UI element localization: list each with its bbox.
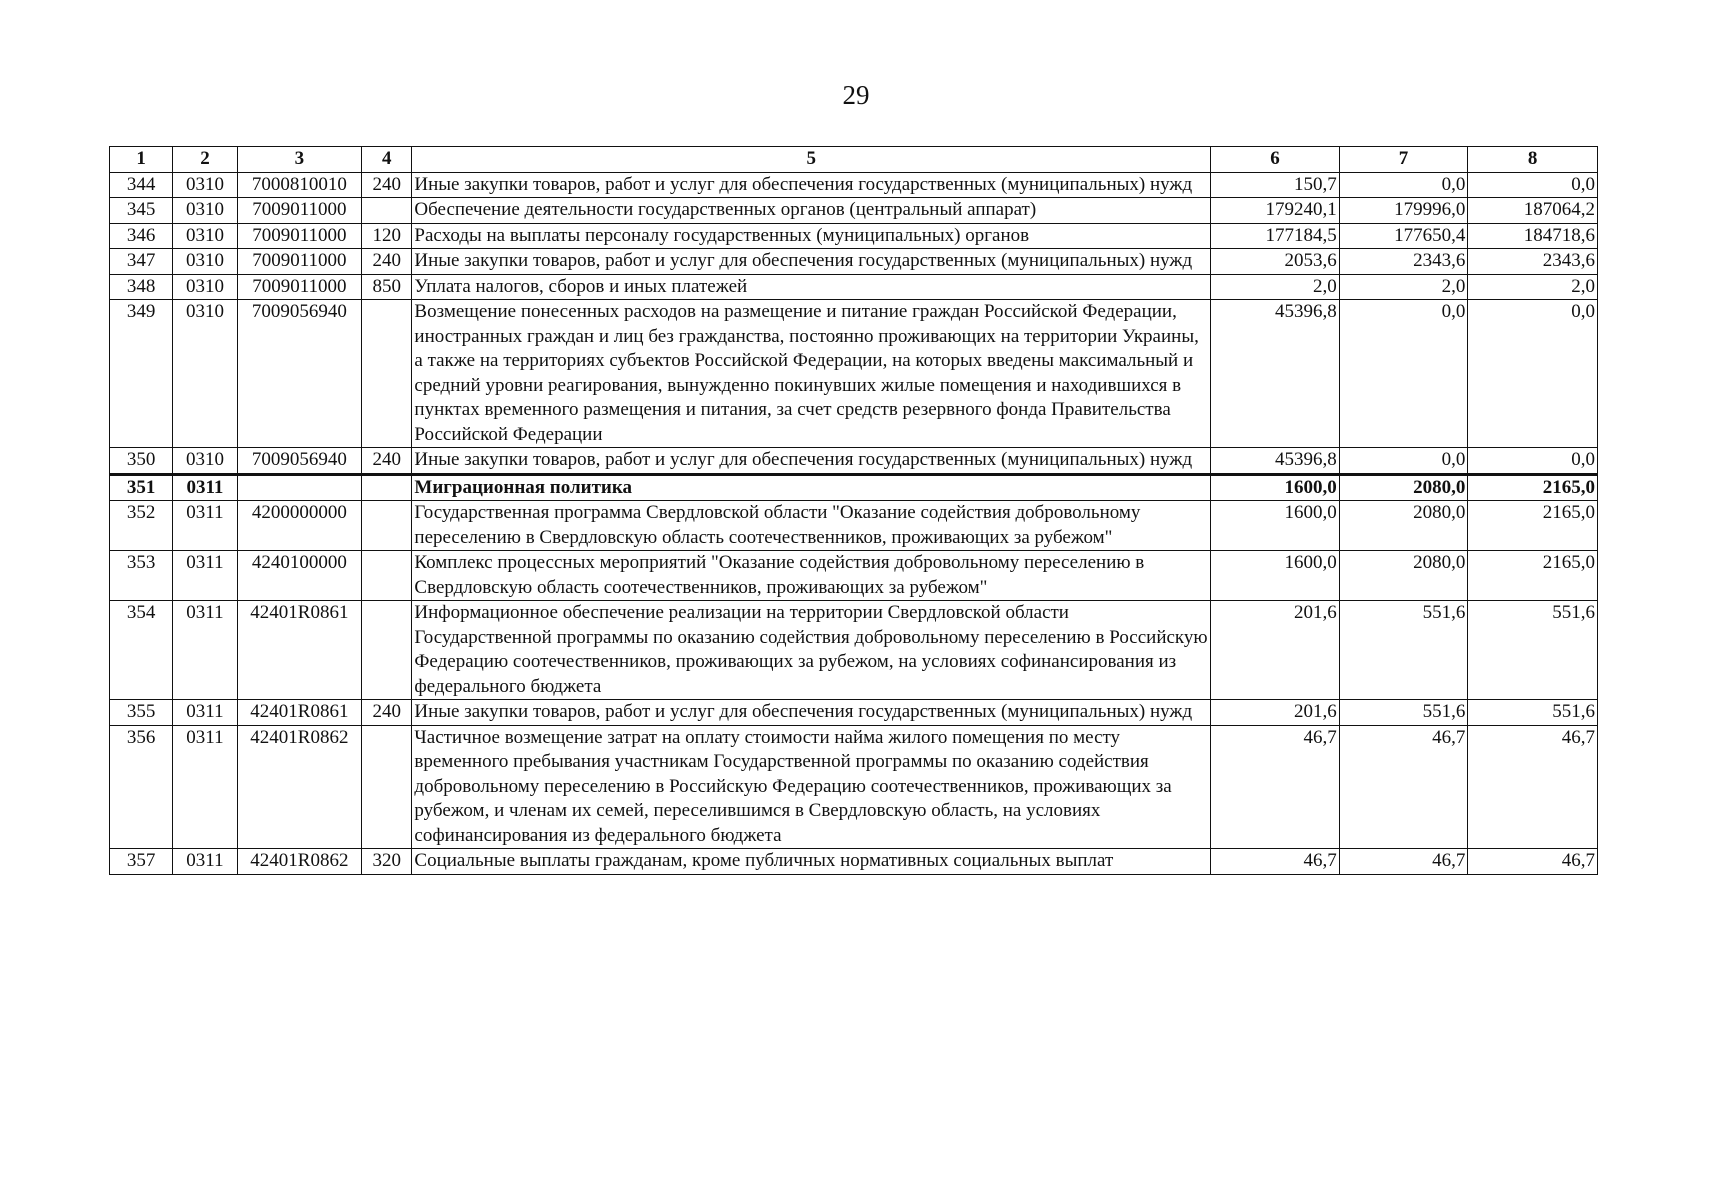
amount-year1-cell: 201,6 bbox=[1211, 601, 1340, 700]
section-code-cell: 0310 bbox=[173, 172, 237, 198]
amount-year2-cell: 551,6 bbox=[1339, 601, 1468, 700]
amount-year3-cell: 46,7 bbox=[1468, 725, 1598, 849]
row-number-cell: 356 bbox=[110, 725, 173, 849]
amount-year3-cell: 2343,6 bbox=[1468, 249, 1598, 275]
header-cell: 6 bbox=[1211, 147, 1340, 173]
expense-type-cell: 240 bbox=[362, 249, 412, 275]
amount-year3-cell: 2165,0 bbox=[1468, 474, 1598, 501]
description-cell: Информационное обеспечение реализации на территории Свердловской области Государственной программы по оказанию содействия добровольному переселению в Российскую Федерацию соотечественников, проживающих за рубежом, на условиях софинансирования из федерального бюджета bbox=[412, 601, 1211, 700]
amount-year3-cell: 46,7 bbox=[1468, 849, 1598, 875]
row-number-cell: 354 bbox=[110, 601, 173, 700]
amount-year3-cell: 187064,2 bbox=[1468, 198, 1598, 224]
description-cell: Иные закупки товаров, работ и услуг для обеспечения государственных (муниципальных) нужд bbox=[412, 700, 1211, 726]
table-row bbox=[110, 249, 1598, 275]
target-article-cell: 42401R0862 bbox=[237, 849, 362, 875]
amount-year2-cell: 2343,6 bbox=[1339, 249, 1468, 275]
amount-year1-cell: 45396,8 bbox=[1211, 300, 1340, 448]
target-article-cell: 7000810010 bbox=[237, 172, 362, 198]
table-row bbox=[110, 172, 1598, 198]
section-code-cell: 0311 bbox=[173, 601, 237, 700]
description-cell: Иные закупки товаров, работ и услуг для обеспечения государственных (муниципальных) нужд bbox=[412, 448, 1211, 475]
section-code-cell: 0310 bbox=[173, 274, 237, 300]
row-number-cell: 344 bbox=[110, 172, 173, 198]
row-number-cell: 352 bbox=[110, 501, 173, 551]
amount-year1-cell: 1600,0 bbox=[1211, 551, 1340, 601]
row-number-cell: 355 bbox=[110, 700, 173, 726]
amount-year1-cell: 2,0 bbox=[1211, 274, 1340, 300]
description-cell: Иные закупки товаров, работ и услуг для обеспечения государственных (муниципальных) нужд bbox=[412, 172, 1211, 198]
section-code-cell: 0310 bbox=[173, 198, 237, 224]
section-code-cell: 0310 bbox=[173, 300, 237, 448]
target-article-cell: 42401R0861 bbox=[237, 700, 362, 726]
table-row bbox=[110, 198, 1598, 224]
amount-year2-cell: 46,7 bbox=[1339, 725, 1468, 849]
amount-year3-cell: 0,0 bbox=[1468, 172, 1598, 198]
section-code-cell: 0310 bbox=[173, 249, 237, 275]
amount-year2-cell: 46,7 bbox=[1339, 849, 1468, 875]
description-cell: Государственная программа Свердловской области "Оказание содействия добровольному переселению в Свердловскую область соотечественников, проживающих за рубежом" bbox=[412, 501, 1211, 551]
target-article-cell: 42401R0862 bbox=[237, 725, 362, 849]
table-row bbox=[110, 274, 1598, 300]
section-code-cell: 0311 bbox=[173, 551, 237, 601]
amount-year2-cell: 2080,0 bbox=[1339, 551, 1468, 601]
row-number-cell: 349 bbox=[110, 300, 173, 448]
expense-type-cell bbox=[362, 725, 412, 849]
table-row bbox=[110, 223, 1598, 249]
amount-year2-cell: 551,6 bbox=[1339, 700, 1468, 726]
amount-year2-cell: 2080,0 bbox=[1339, 474, 1468, 501]
section-code-cell: 0311 bbox=[173, 501, 237, 551]
amount-year3-cell: 2165,0 bbox=[1468, 551, 1598, 601]
row-number-cell: 350 bbox=[110, 448, 173, 475]
description-cell: Возмещение понесенных расходов на размещение и питание граждан Российской Федерации, иностранных граждан и лиц без гражданства, постоянно проживающих на территории Украины, а также на территориях субъектов Российской Федерации, на которых введены максимальный и средний уровни реагирования, вынужденно покинувших жилые помещения и находившихся в пунктах временного размещения и питания, за счет средств резервного фонда Правительства Российской Федерации bbox=[412, 300, 1211, 448]
description-cell: Миграционная политика bbox=[412, 474, 1211, 501]
expense-type-cell: 320 bbox=[362, 849, 412, 875]
amount-year3-cell: 551,6 bbox=[1468, 700, 1598, 726]
header-cell: 2 bbox=[173, 147, 237, 173]
target-article-cell: 7009056940 bbox=[237, 448, 362, 475]
description-cell: Расходы на выплаты персоналу государственных (муниципальных) органов bbox=[412, 223, 1211, 249]
target-article-cell: 7009011000 bbox=[237, 274, 362, 300]
section-code-cell: 0310 bbox=[173, 223, 237, 249]
amount-year1-cell: 46,7 bbox=[1211, 849, 1340, 875]
table-row bbox=[110, 601, 1598, 700]
header-cell: 4 bbox=[362, 147, 412, 173]
row-number-cell: 357 bbox=[110, 849, 173, 875]
amount-year1-cell: 179240,1 bbox=[1211, 198, 1340, 224]
expense-type-cell bbox=[362, 474, 412, 501]
amount-year3-cell: 2165,0 bbox=[1468, 501, 1598, 551]
section-code-cell: 0311 bbox=[173, 700, 237, 726]
target-article-cell: 7009011000 bbox=[237, 249, 362, 275]
expense-type-cell bbox=[362, 551, 412, 601]
expense-type-cell: 240 bbox=[362, 448, 412, 475]
expense-type-cell bbox=[362, 501, 412, 551]
amount-year1-cell: 1600,0 bbox=[1211, 501, 1340, 551]
header-cell: 5 bbox=[412, 147, 1211, 173]
target-article-cell: 7009056940 bbox=[237, 300, 362, 448]
table-body bbox=[110, 172, 1598, 874]
row-number-cell: 347 bbox=[110, 249, 173, 275]
target-article-cell: 7009011000 bbox=[237, 223, 362, 249]
row-number-cell: 348 bbox=[110, 274, 173, 300]
page-number: 29 bbox=[842, 80, 870, 110]
section-code-cell: 0311 bbox=[173, 474, 237, 501]
amount-year1-cell: 46,7 bbox=[1211, 725, 1340, 849]
description-cell: Социальные выплаты гражданам, кроме публичных нормативных социальных выплат bbox=[412, 849, 1211, 875]
target-article-cell: 4240100000 bbox=[237, 551, 362, 601]
description-cell: Иные закупки товаров, работ и услуг для обеспечения государственных (муниципальных) нужд bbox=[412, 249, 1211, 275]
amount-year3-cell: 551,6 bbox=[1468, 601, 1598, 700]
expense-type-cell: 240 bbox=[362, 172, 412, 198]
description-cell: Комплекс процессных мероприятий "Оказание содействия добровольному переселению в Свердловскую область соотечественников, проживающих за рубежом" bbox=[412, 551, 1211, 601]
table-row bbox=[110, 300, 1598, 448]
amount-year1-cell: 2053,6 bbox=[1211, 249, 1340, 275]
amount-year3-cell: 184718,6 bbox=[1468, 223, 1598, 249]
target-article-cell: 4200000000 bbox=[237, 501, 362, 551]
section-code-cell: 0311 bbox=[173, 725, 237, 849]
table-row bbox=[110, 551, 1598, 601]
target-article-cell bbox=[237, 474, 362, 501]
amount-year2-cell: 2080,0 bbox=[1339, 501, 1468, 551]
table-row bbox=[110, 501, 1598, 551]
row-number-cell: 345 bbox=[110, 198, 173, 224]
amount-year2-cell: 0,0 bbox=[1339, 300, 1468, 448]
expense-type-cell bbox=[362, 601, 412, 700]
row-number-cell: 353 bbox=[110, 551, 173, 601]
expense-type-cell: 850 bbox=[362, 274, 412, 300]
expense-type-cell bbox=[362, 300, 412, 448]
expense-type-cell bbox=[362, 198, 412, 224]
amount-year3-cell: 0,0 bbox=[1468, 448, 1598, 475]
amount-year2-cell: 0,0 bbox=[1339, 448, 1468, 475]
table-row bbox=[110, 725, 1598, 849]
expense-type-cell: 240 bbox=[362, 700, 412, 726]
description-cell: Уплата налогов, сборов и иных платежей bbox=[412, 274, 1211, 300]
header-cell: 3 bbox=[237, 147, 362, 173]
row-number-cell: 351 bbox=[110, 474, 173, 501]
header-row bbox=[110, 147, 1598, 173]
table-row bbox=[110, 849, 1598, 875]
amount-year1-cell: 150,7 bbox=[1211, 172, 1340, 198]
amount-year1-cell: 201,6 bbox=[1211, 700, 1340, 726]
table-row bbox=[110, 474, 1598, 501]
amount-year3-cell: 0,0 bbox=[1468, 300, 1598, 448]
section-code-cell: 0310 bbox=[173, 448, 237, 475]
section-code-cell: 0311 bbox=[173, 849, 237, 875]
table-row bbox=[110, 700, 1598, 726]
amount-year1-cell: 45396,8 bbox=[1211, 448, 1340, 475]
amount-year1-cell: 1600,0 bbox=[1211, 474, 1340, 501]
row-number-cell: 346 bbox=[110, 223, 173, 249]
amount-year1-cell: 177184,5 bbox=[1211, 223, 1340, 249]
table-row bbox=[110, 448, 1598, 475]
target-article-cell: 7009011000 bbox=[237, 198, 362, 224]
description-cell: Обеспечение деятельности государственных органов (центральный аппарат) bbox=[412, 198, 1211, 224]
header-cell: 8 bbox=[1468, 147, 1598, 173]
amount-year3-cell: 2,0 bbox=[1468, 274, 1598, 300]
amount-year2-cell: 0,0 bbox=[1339, 172, 1468, 198]
budget-table bbox=[109, 146, 1598, 875]
amount-year2-cell: 2,0 bbox=[1339, 274, 1468, 300]
amount-year2-cell: 179996,0 bbox=[1339, 198, 1468, 224]
header-cell: 1 bbox=[110, 147, 173, 173]
target-article-cell: 42401R0861 bbox=[237, 601, 362, 700]
expense-type-cell: 120 bbox=[362, 223, 412, 249]
description-cell: Частичное возмещение затрат на оплату стоимости найма жилого помещения по месту временного пребывания участникам Государственной программы по оказанию содействия добровольному переселению в Российскую Федерацию соотечественников, проживающих за рубежом, и членам их семей, переселившимся в Свердловскую область, на условиях софинансирования из федерального бюджета bbox=[412, 725, 1211, 849]
header-cell: 7 bbox=[1339, 147, 1468, 173]
amount-year2-cell: 177650,4 bbox=[1339, 223, 1468, 249]
